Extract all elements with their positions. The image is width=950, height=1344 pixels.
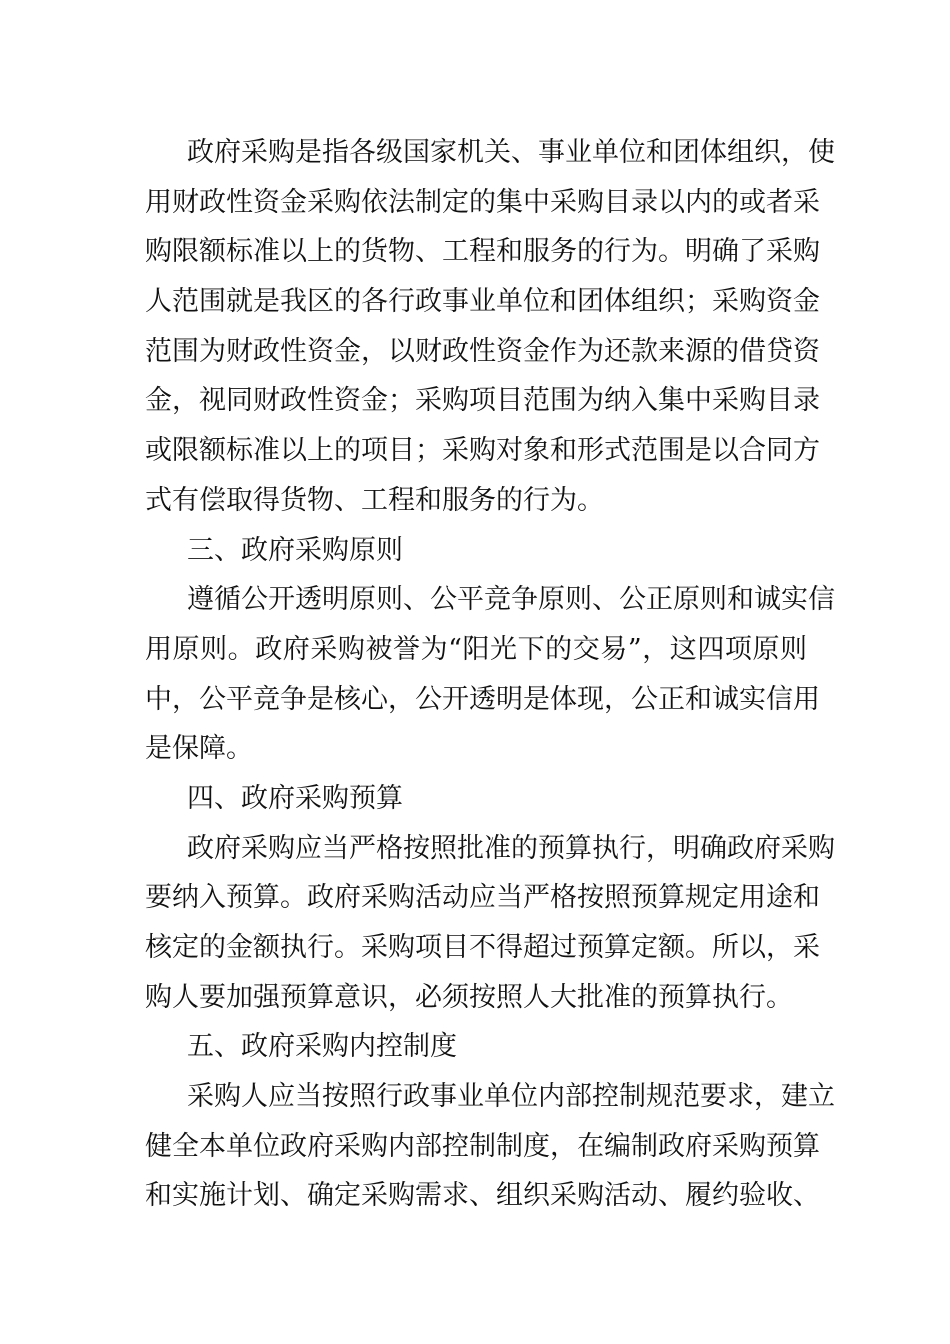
text-line: 中，公平竞争是核心，公开透明是体现，公正和诚实信用	[145, 683, 820, 715]
text-line: 采购人应当按照行政事业单位内部控制规范要求，建立	[187, 1081, 835, 1113]
text-line: 和实施计划、确定采购需求、组织采购活动、履约验收、	[145, 1180, 820, 1212]
paragraph-budget	[145, 824, 835, 1023]
paragraph-procurement-definition	[145, 128, 835, 526]
text-line: 政府采购应当严格按照批准的预算执行，明确政府采购	[187, 832, 835, 864]
document-body	[145, 128, 835, 1221]
heading-line: 四、政府采购预算	[187, 782, 403, 814]
text-line: 购限额标准以上的货物、工程和服务的行为。明确了采购	[145, 236, 820, 268]
text-line: 遵循公开透明原则、公平竞争原则、公正原则和诚实信	[187, 584, 835, 616]
paragraph-internal-control	[145, 1072, 835, 1221]
text-line: 范围为财政性资金，以财政性资金作为还款来源的借贷资	[145, 335, 820, 367]
text-line: 要纳入预算。政府采购活动应当严格按照预算规定用途和	[145, 882, 820, 914]
section-heading-principles	[145, 526, 807, 576]
text-line: 式有偿取得货物、工程和服务的行为。	[145, 484, 604, 516]
text-line: 或限额标准以上的项目；采购对象和形式范围是以合同方	[145, 435, 820, 467]
heading-line: 三、政府采购原则	[187, 534, 403, 566]
text-line: 用财政性资金采购依法制定的集中采购目录以内的或者采	[145, 186, 820, 218]
text-line: 人范围就是我区的各行政事业单位和团体组织；采购资金	[145, 286, 820, 318]
text-line: 健全本单位政府采购内部控制制度，在编制政府采购预算	[145, 1130, 820, 1162]
text-line: 购人要加强预算意识，必须按照人大批准的预算执行。	[145, 981, 793, 1013]
text-line: 用原则。政府采购被誉为“阳光下的交易”，这四项原则	[145, 633, 807, 665]
text-line: 是保障。	[145, 733, 253, 765]
paragraph-principles	[145, 575, 835, 774]
section-heading-budget	[145, 774, 807, 824]
text-line: 核定的金额执行。采购项目不得超过预算定额。所以，采	[145, 932, 820, 963]
heading-line: 五、政府采购内控制度	[187, 1031, 457, 1063]
section-heading-internal-control	[145, 1022, 807, 1072]
text-line: 政府采购是指各级国家机关、事业单位和团体组织，使	[187, 137, 835, 168]
text-line: 金，视同财政性资金；采购项目范围为纳入集中采购目录	[145, 385, 820, 417]
